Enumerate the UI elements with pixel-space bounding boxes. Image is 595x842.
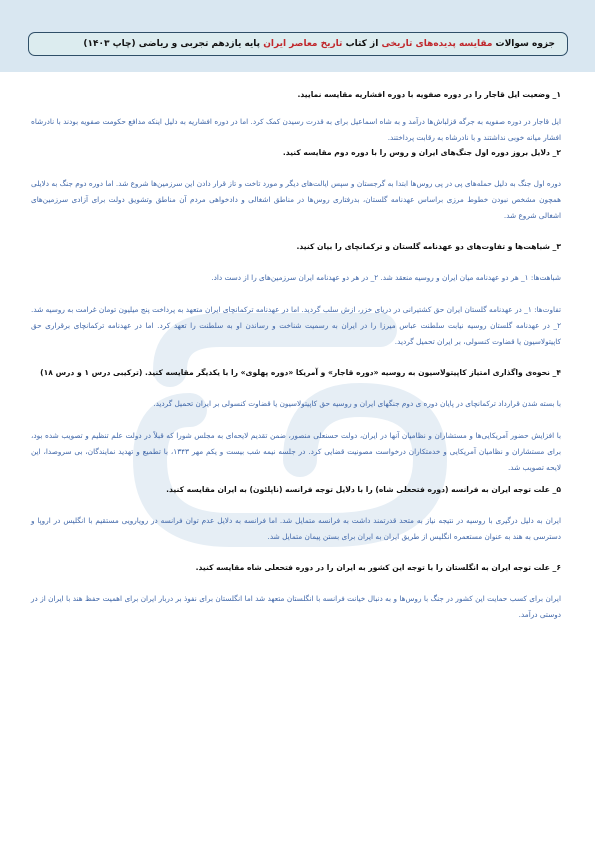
title-text [83,39,555,49]
question-1: ۱_ وضعیت ایل قاجار را در دوره صفویه با دوره افشاریه مقایسه نمایید. [297,90,561,99]
question-6: ۶_ علت توجه ایران به انگلستان را با توجه این کشور به ایران را در دوره فتحعلی شاه مقایسه کنید. [195,563,561,572]
title-part-1: جزوه سوالات [495,39,555,49]
answer-4-qajar: با بسته شدن قرارداد ترکمانچای در پایان دوره ی دوم جنگهای ایران و روسیه حق کاپیتولاسیون یا قضاوت کنسولی بر ایران تحمیل گردید. [153,399,561,408]
answer-6: ایران برای کسب حمایت این کشور در جنگ با روس‌ها و به دنبال خیانت فرانسه با انگلستان متعهد شد اما انگلستان برای نفوذ بر دربار ایران برای اهمیت حفظ هند با ایران از در دوستی درآمد. [31,594,561,619]
title-highlight-2: تاریخ معاصر ایران [263,39,343,49]
answer-2: دوره اول جنگ به دلیل حمله‌های پی در پی روس‌ها ابتدا به گرجستان و سپس ایالت‌های دیگر و مورد تاخت و تاز قرار دادن این سرزمین‌ها شروع شد. اما دوره دوم جنگ به دلایلی همچون مشخص نبودن خطوط مرزی براساس عهدنامه گلستان، بدرفتاری روس‌ها در مناطق اشغالی و دادخواهی مردم آن مناطق وتشویق دولت برای آزادی سرزمین‌های اشغالی شروع شد. [31,179,561,220]
question-4: ۴_ نحوه‌ی واگذاری امتیاز کاپیتولاسیون به روسیه «دوره قاجار» و آمریکا «دوره پهلوی» را با یکدیگر مقایسه کنید. (ترکیبی درس ۱ و درس ۱۸) [40,368,561,377]
answer-3-differences: تفاوت‌ها: ۱_ در عهدنامه گلستان ایران حق کشتیرانی در دریای خزر، ازش سلب گردید. اما در عهدنامه ترکمانچای ایران متعهد به پرداخت پنج میلیون تومان غرامت به روسیه شد. ۲_ در عهدنامه گلستان روسیه نیابت سلطنت عباس میرزا را در ایران به رسمیت شناخت و رساندن او به سلطنت را تعهد کرد. اما در عهدنامه ترکمانچای برقراری حق کاپیتولاسیون یا قضاوت کنسولی، بر ایران تحمیل گردید. [31,305,561,346]
answer-5: ایران به دلیل درگیری با روسیه در نتیجه نیاز به متحد قدرتمند داشت به فرانسه متمایل شد. اما فرانسه به دلایل عدم توان فرانسه در رویارویی مستقیم با انگلیس در اروپا و دسترسی به هند به عنوان مستعمره انگلیس از طریق ایران به ایران برای بستن پیمان متمایل شد. [31,516,561,541]
answer-1: ایل قاجار در دوره صفویه به جرگه قزلباش‌ها درآمد و به شاه اسماعیل برای به قدرت رسیدن کمک کرد. اما در دوره افشاریه به دلیل اینکه مدافع حکومت صفویه بودند با نادرشاه افشار میانه خوبی نداشتند و با نادرشاه به رقابت پرداختند. [31,117,561,142]
answer-4-pahlavi: با افزایش حضور آمریکایی‌ها و مستشاران و نظامیان آنها در ایران، دولت حسنعلی منصور، ضمن تقدیم لایحه‌ای به مجلس شورا که قبلاً در دولت علم تنظیم و تصویب شده بود، برای مستشاران و نظامیان آمریکایی و خدمتکاران درخواست مصونیت قضایی کرد. در جلسه نیمه شب بیست و یکم مهر ۱۳۴۳، با تطمیع و تهدید نمایندگان، بی سروصدا، این لایحه تصویب شد. [31,431,561,472]
question-2: ۲_ دلایل بروز دوره اول جنگ‌های ایران و روس را با دوره دوم مقایسه کنید. [282,148,561,157]
answer-3-similarities: شباهت‌ها: ۱_ هر دو عهدنامه میان ایران و روسیه منعقد شد. ۲_ در هر دو عهدنامه ایران سرزمین‌های را از دست داد. [211,273,561,282]
title-highlight-1: مقایسه پدیده‌های تاریخی [381,39,493,49]
title-part-3: پایه یازدهم تجربی و ریاضی (چاپ ۱۴۰۳) [83,39,261,49]
title-part-2: از کتاب [345,39,379,49]
question-5: ۵_ علت توجه ایران به فرانسه (دوره فتحعلی شاه) را با دلایل توجه فرانسه (ناپلئون) به ایران مقایسه کنید. [166,485,561,494]
question-3: ۳_ شباهت‌ها و تفاوت‌های دو عهدنامه گلستان و ترکمانچای را بیان کنید. [296,242,561,251]
document-body [31,88,561,623]
document-title-box [28,32,568,56]
